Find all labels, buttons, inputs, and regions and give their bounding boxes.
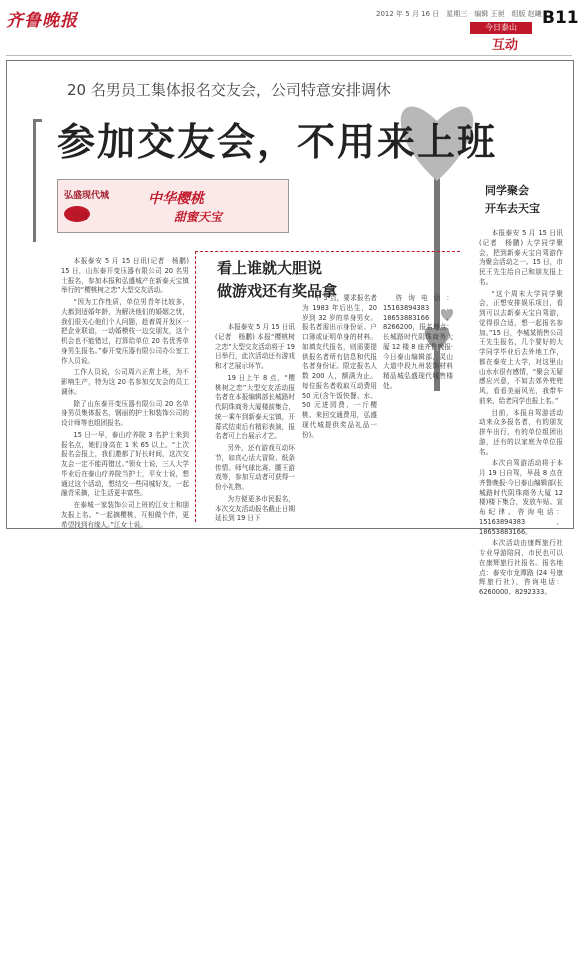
article-headline: 参加交友会，不用来上班 <box>57 120 498 164</box>
paragraph: 本报泰安 5 月 15 日讯(记者 杨鹏) 本报“樱桃树之恋”大型交友活动将于 19 日举行，此次活动还有游戏和才艺展示环节。 <box>215 323 295 370</box>
page-header <box>0 0 580 52</box>
paragraph: 工作人员说，公司周六正常上班，为不影响生产，特为这 20 名参加交友会的员工调休。 <box>61 368 189 396</box>
paragraph: 咨询电话：15163894383、18653883166、8266200，报名地点：长城路时代阴珠商务大厦 12 楼 8 座齐鲁晚报·今日泰山编辑部，灵山大道中段九州装饰材料精品城弘盛现代城售楼处。 <box>383 294 453 390</box>
sub-story-column-3 <box>383 294 453 394</box>
ad-subtitle: 甜蜜天宝 <box>174 210 223 224</box>
paragraph: 午 5 点，要求报名者为 1983 年后出生，20 岁到 32 岁的单身男女。报名者需出示身份证、户口簿或证明单身的材料。如填友代报名，则需要提供报名者所有信息和代报名者身份证。限定报名人数 200 人，额满为止。每位报名者收取互动费用 50 元(含午饭快餐、水、50 元进园费、一斤樱桃、来回交通费用，弘盛现代城提供奖品礼品一份)。 <box>302 294 377 439</box>
paragraph: 目前，本报自驾游活动动来众多报名者，有的朋友拼车出行，有的单位组团出游，还有的以家庭为单位报名。 <box>479 408 563 456</box>
headline-bracket <box>33 119 42 242</box>
paragraph: “这个周末大学同学聚会，正想安排娱乐项目，看到可以去新泰天宝自驾游，觉得很合适，想一起报名参加。”15 日，李城某销售公司王先生报名，几个要好的大学同学毕业后去外地工作，都在泰安上大学，对这里山山水水很有感情，“聚会无疑感应兴意，不如去郊外兜兜风，看看美丽风光，我带车前来，给老同学也报上名。” <box>479 289 563 405</box>
paragraph: 本次活动由康辉旅行社专业导游陪同，市民也可以在康辉旅行社报名。报名地点：泰安市龙潭路 (24 号康辉旅行社)，咨询电话：6260000、8292333。 <box>479 539 563 596</box>
page-number: B11 <box>542 8 579 28</box>
ad-brand: 弘盛现代城 <box>64 191 110 201</box>
article-kicker: 20 名男员工集体报名交友会，公司特意安排调休 <box>67 81 391 99</box>
paragraph: 19 日上午 8 点，“樱桃树之恋”大型交友活动报名者在本报编辑部长城路时代阴珠商务大厦楼前集合，统一乘车到新泰天宝镇，开幕式结束后有精彩表演，报名者可上台展示才艺。 <box>215 373 295 441</box>
paragraph: 本报泰安 5 月 15 日讯(记者 杨鹏) 大学同学聚会，把到新泰天宝自驾游作为聚会活动之一。15 日，市民王先生给自己和朋友报上名。 <box>479 229 563 286</box>
masthead: 齐鲁晚报 <box>6 11 78 31</box>
paragraph: 在泰城一家装饰公司上班的江女士和朋友报上名。“一起摘樱桃，互相做个伴，更希望找到有缘人。”江女士说。 <box>61 501 189 529</box>
paragraph: 另外，还有游戏互动环节，如真心话大冒险、纸条传情、师气球比赛、腰王游戏等，参加互动者可获得一份小礼物。 <box>215 444 295 491</box>
sub-story-column-2 <box>302 294 377 442</box>
paragraph: 为方便更多市民报名，本次交友活动报名截止日期延长到 19 日下 <box>215 494 295 523</box>
article-block <box>6 60 574 596</box>
sponsor-banner <box>57 179 289 233</box>
paragraph: 本报泰安 5 月 15 日讯(记者 杨鹏) 15 日，山东泰开变压器有限公司 20 名男士报名，参加本报和弘盛城产在新泰天宝镇举行的“樱桃树之恋”大型交友活动。 <box>61 257 189 295</box>
issue-meta: 2012 年 5 月 16 日 星期三 编辑 王昶 组版 赵曦 <box>376 10 542 18</box>
ad-title: 中华樱桃 <box>148 191 204 207</box>
section-title: 互动 <box>492 38 519 53</box>
sub-headline: 看上谁就大胆说 做游戏还有奖品拿 <box>217 259 338 301</box>
side-story-column <box>479 229 563 600</box>
sub-story-column-1 <box>215 323 295 526</box>
side-headline: 同学聚会 开车去天宝 <box>485 184 540 215</box>
ad-space: 空间 <box>72 212 88 221</box>
main-story-column <box>61 257 189 532</box>
paragraph: “因为工作性质，单位男青年比较多，大都到适婚年龄，为解决他们的婚姻之忧，我们很关心他们个人问题，趁着周开发区一把企业联谊，一动婚模枝一边交朋友，这个机会也不能错过，打算给单位 20 名优秀单身男生报名。”泰开变压器有限公司办公室工作人员说。 <box>61 298 189 365</box>
header-rule <box>6 55 572 56</box>
paragraph: 本次自驾游活动将于本月 19 日自驾，早晨 8 点在齐鲁晚报·今日泰山编辑部(长城路时代阴珠商务大厦 12 楼)楼下集合，发放车贴、宣布纪律。咨询电话：15163894383、18653883166。 <box>479 459 563 536</box>
edition-badge: 今日泰山 <box>470 22 532 34</box>
paragraph: 除了山东泰开变压器有限公司 20 名单身男员集体报名，钢丽的护士和装饰公司的设计师等也组团报名。 <box>61 399 189 427</box>
paragraph: 15 日一早，泰山疗养院 3 名护士来到报名点，她们身高在 1 米 65 以上。“上次报名会报上，我们邀都了好长时间，这次交友会一定不能再错过。”领女士说，三人大学毕业后在泰山疗养院当护士，平女士说，想通过这个活动，想结交一些同城好友，一起融青采摘，让生活更丰富些。 <box>61 430 189 498</box>
